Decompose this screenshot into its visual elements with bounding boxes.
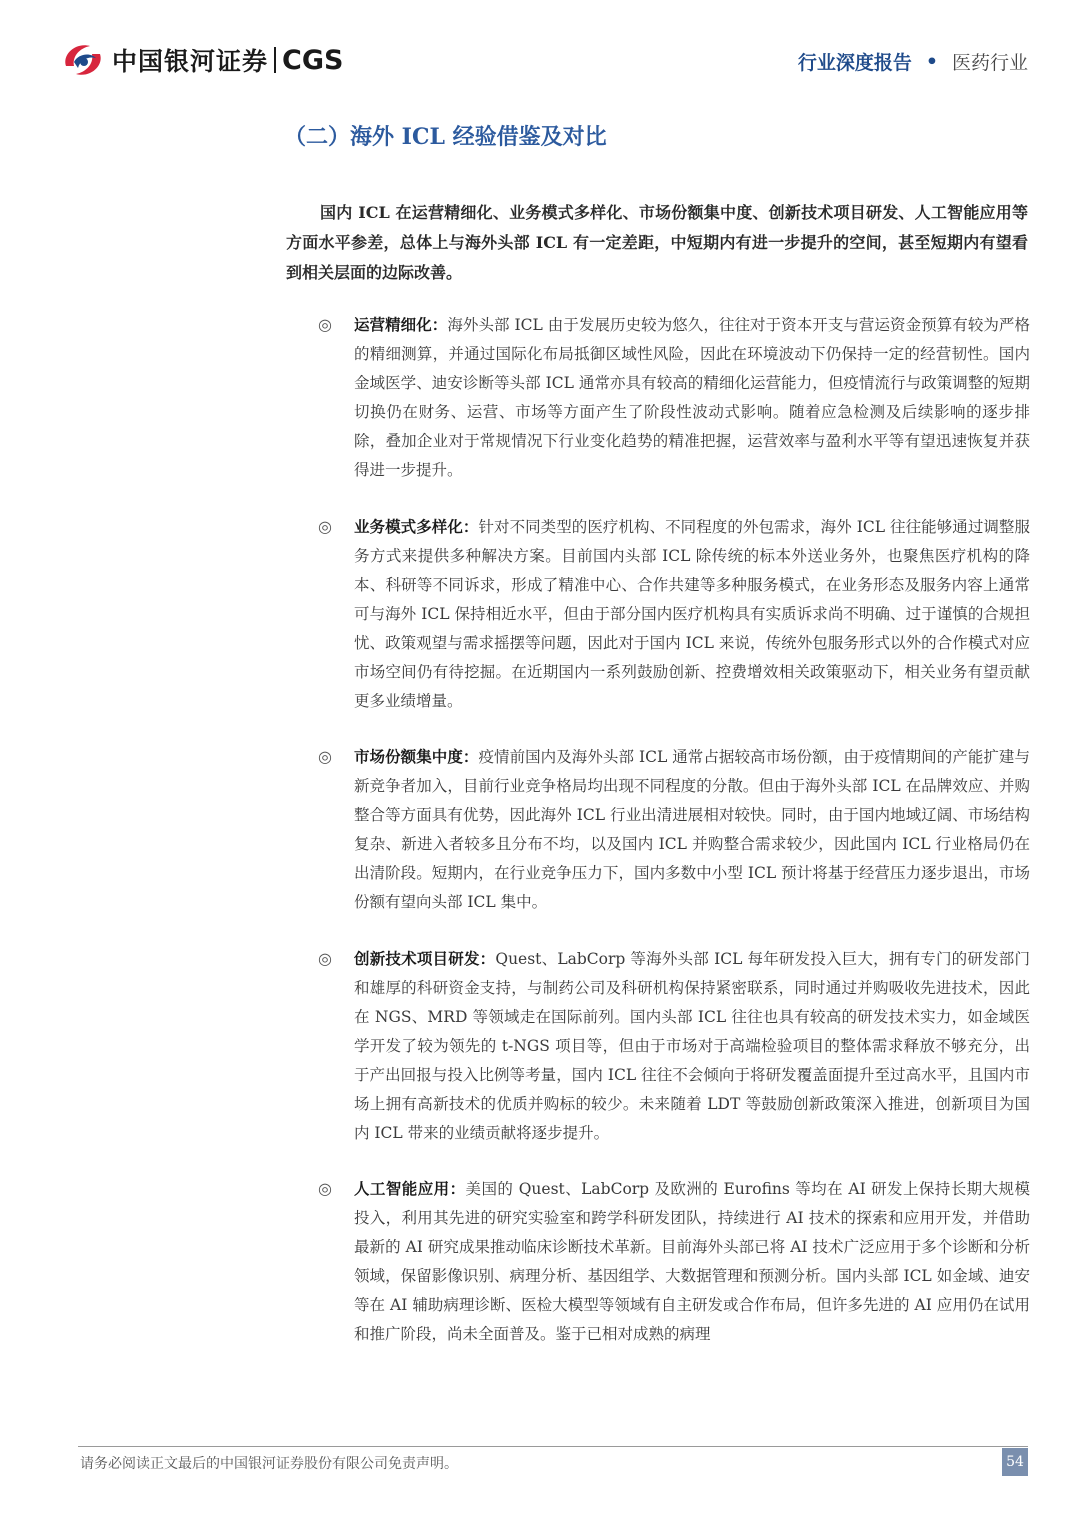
bullet-text: 针对不同类型的医疗机构、不同程度的外包需求，海外 ICL 往往能够通过调整服务方式来提供多种解决方案。目前国内头部 ICL 除传统的标本外送业务外，也聚焦医疗机构的降本、科研等不同诉求，形成了精准中心、合作共建等多种服务模式，在业务形态及服务内容上通常可与海外 ICL 保持相近水平，但由于部分国内医疗机构具有实质诉求尚不明确、过于谨慎的合规担忧、政策观望与需求摇摆等问题，因此对于国内 ICL 来说，传统外包服务形式以外的合作模式对应市场空间仍有待挖掘。在近期国内一系列鼓励创新、控费增效相关政策驱动下，相关业务有望贡献更多业绩增量。 xyxy=(354,518,1030,710)
bullet-heading: 人工智能应用： xyxy=(354,1179,466,1198)
list-item xyxy=(318,1174,1030,1349)
report-meta xyxy=(798,48,1028,75)
bullet-icon: ◎ xyxy=(318,315,332,334)
industry-label: 医药行业 xyxy=(951,52,1028,74)
footer-divider xyxy=(78,1446,1028,1447)
bullet-text: 疫情前国内及海外头部 ICL 通常占据较高市场份额，由于疫情期间的产能扩建与新竞争者加入，目前行业竞争格局均出现不同程度的分散。但由于海外头部 ICL 在品牌效应、并购整合等方面具有优势，因此海外 ICL 行业出清进展相对较快。同时，由于国内地域辽阔、市场结构复杂、新进入者较多且分布不均，以及国内 ICL 并购整合需求较少，因此国内 ICL 行业格局仍在出清阶段。短期内，在行业竞争压力下，国内多数中小型 ICL 预计将基于经营压力逐步退出，市场份额有望向头部 ICL 集中。 xyxy=(354,748,1030,911)
intro-paragraph: 国内 ICL 在运营精细化、业务模式多样化、市场份额集中度、创新技术项目研发、人工智能应用等方面水平参差，总体上与海外头部 ICL 有一定差距，中短期内有进一步提升的空间，甚至短期内有望看到相关层面的边际改善。 xyxy=(286,203,1028,282)
logo-divider xyxy=(274,47,276,73)
list-item xyxy=(318,944,1030,1144)
bullet-heading: 运营精细化： xyxy=(354,315,448,334)
bullet-icon: ◎ xyxy=(318,949,332,968)
bullet-heading: 市场份额集中度： xyxy=(354,747,479,766)
bullet-text: 美国的 Quest、LabCorp 及欧洲的 Eurofins 等均在 AI 研发上保持长期大规模投入，利用其先进的研究实验室和跨学科研发团队，持续进行 AI 技术的探索和应用开发，并借助最新的 AI 研究成果推动临床诊断技术革新。目前海外头部已将 AI 技术广泛应用于多个诊断和分析领域，保留影像识别、病理分析、基因组学、大数据管理和预测分析。国内头部 ICL 如金域、迪安等在 AI 辅助病理诊断、医检大模型等领域有自主研发或合作布局，但许多先进的 AI 应用仍在试用和推广阶段，尚未全面普及。鉴于已相对成熟的病理 xyxy=(354,1180,1030,1343)
bullet-icon: ◎ xyxy=(318,1179,332,1198)
logo-chinese-name: 中国银河证券 xyxy=(112,47,269,76)
list-item xyxy=(318,310,1030,482)
bullet-text: Quest、LabCorp 等海外头部 ICL 每年研发投入巨大，拥有专门的研发部门和雄厚的科研资金支持，与制药公司及科研机构保持紧密联系，同时通过并购吸收先进技术，因此在 NGS、MRD 等领域走在国际前列。国内头部 ICL 往往也具有较高的研发技术实力，如金域医学开发了较为领先的 t-NGS 项目等，但由于市场对于高端检验项目的整体需求释放不够充分，出于产出回报与投入比例等考量，国内 ICL 往往不会倾向于将研发覆盖面提升至过高水平，且国内市场上拥有高新技术的优质并购标的较少。未来随着 LDT 等鼓励创新政策深入推进，创新项目为国内 ICL 带来的业绩贡献将逐步提升。 xyxy=(354,950,1030,1142)
report-type: 行业深度报告 xyxy=(797,52,912,74)
bullet-icon: ◎ xyxy=(318,747,332,766)
page-header xyxy=(0,0,1080,100)
list-item xyxy=(318,512,1030,712)
footer-disclaimer: 请务必阅读正文最后的中国银河证券股份有限公司免责声明。 xyxy=(80,1456,458,1472)
bullet-list xyxy=(318,310,1030,1379)
bullet-icon: ◎ xyxy=(318,517,332,536)
bullet-heading: 创新技术项目研发： xyxy=(354,949,496,968)
page-number: 54 xyxy=(1002,1448,1028,1476)
company-logo xyxy=(60,40,343,80)
bullet-text: 海外头部 ICL 由于发展历史较为悠久，往往对于资本开支与营运资金预算有较为严格的精细测算，并通过国际化布局抵御区域性风险，因此在环境波动下仍保持一定的经营韧性。国内金域医学、迪安诊断等头部 ICL 通常亦具有较高的精细化运营能力，但疫情流行与政策调整的短期切换仍在财务、运营、市场等方面产生了阶段性波动式影响。随着应急检测及后续影响的逐步排除，叠加企业对于常规情况下行业变化趋势的精准把握，运营效率与盈利水平等有望迅速恢复并获得进一步提升。 xyxy=(354,316,1030,479)
logo-english-name: CGS xyxy=(282,44,344,76)
cgs-logo-icon xyxy=(60,40,106,80)
list-item xyxy=(318,742,1030,914)
bullet-heading: 业务模式多样化： xyxy=(354,517,479,536)
meta-separator: • xyxy=(925,50,938,73)
section-title: （二）海外 ICL 经验借鉴及对比 xyxy=(284,124,607,150)
